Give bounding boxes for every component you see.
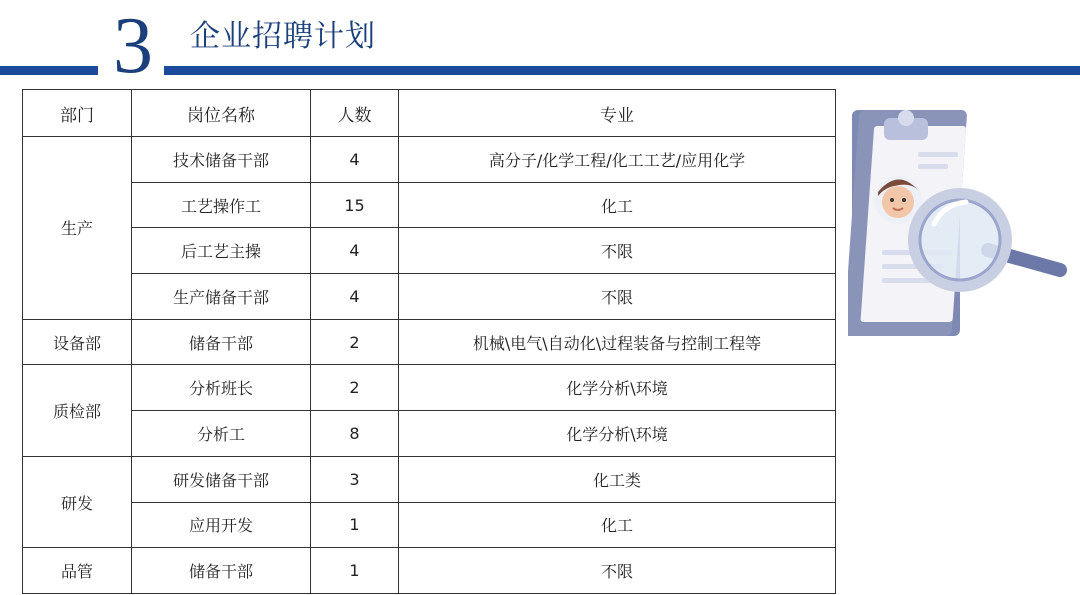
table-header-row — [23, 90, 836, 137]
position-cell: 技术储备干部 — [132, 137, 311, 183]
position-cell: 后工艺主操 — [132, 228, 311, 274]
count-cell: 15 — [311, 182, 399, 228]
position-cell: 应用开发 — [132, 502, 311, 548]
table-row — [23, 228, 836, 274]
major-cell: 化学分析\环境 — [399, 411, 836, 457]
table-row — [23, 274, 836, 320]
department-cell: 设备部 — [23, 319, 132, 365]
position-cell: 工艺操作工 — [132, 182, 311, 228]
department-cell: 生产 — [23, 137, 132, 320]
department-cell: 质检部 — [23, 365, 132, 456]
table-row — [23, 502, 836, 548]
department-cell: 品管 — [23, 548, 132, 594]
count-cell: 8 — [311, 411, 399, 457]
major-cell: 不限 — [399, 228, 836, 274]
major-cell: 高分子/化学工程/化工工艺/应用化学 — [399, 137, 836, 183]
count-cell: 1 — [311, 502, 399, 548]
position-cell: 研发储备干部 — [132, 456, 311, 502]
count-cell: 3 — [311, 456, 399, 502]
resume-magnifier-icon — [848, 100, 1080, 340]
count-cell: 4 — [311, 137, 399, 183]
major-cell: 化工类 — [399, 456, 836, 502]
table-row — [23, 137, 836, 183]
header-number: 3 — [113, 2, 153, 90]
column-header-major: 专业 — [399, 90, 836, 137]
table-row — [23, 456, 836, 502]
major-cell: 化学分析\环境 — [399, 365, 836, 411]
major-cell: 不限 — [399, 274, 836, 320]
count-cell: 2 — [311, 319, 399, 365]
header-bar-right — [164, 66, 1080, 75]
column-header-position: 岗位名称 — [132, 90, 311, 137]
recruitment-table — [22, 89, 836, 594]
page-title: 企业招聘计划 — [190, 19, 376, 54]
major-cell: 不限 — [399, 548, 836, 594]
position-cell: 分析班长 — [132, 365, 311, 411]
table-row — [23, 548, 836, 594]
major-cell: 化工 — [399, 502, 836, 548]
position-cell: 生产储备干部 — [132, 274, 311, 320]
department-cell: 研发 — [23, 456, 132, 547]
table-row — [23, 365, 836, 411]
table-row — [23, 182, 836, 228]
major-cell: 机械\电气\自动化\过程装备与控制工程等 — [399, 319, 836, 365]
major-cell: 化工 — [399, 182, 836, 228]
header-bar-left — [0, 66, 98, 75]
table-row — [23, 411, 836, 457]
count-cell: 1 — [311, 548, 399, 594]
column-header-count: 人数 — [311, 90, 399, 137]
position-cell: 储备干部 — [132, 319, 311, 365]
count-cell: 4 — [311, 274, 399, 320]
count-cell: 4 — [311, 228, 399, 274]
table-row — [23, 319, 836, 365]
position-cell: 储备干部 — [132, 548, 311, 594]
position-cell: 分析工 — [132, 411, 311, 457]
count-cell: 2 — [311, 365, 399, 411]
column-header-department: 部门 — [23, 90, 132, 137]
